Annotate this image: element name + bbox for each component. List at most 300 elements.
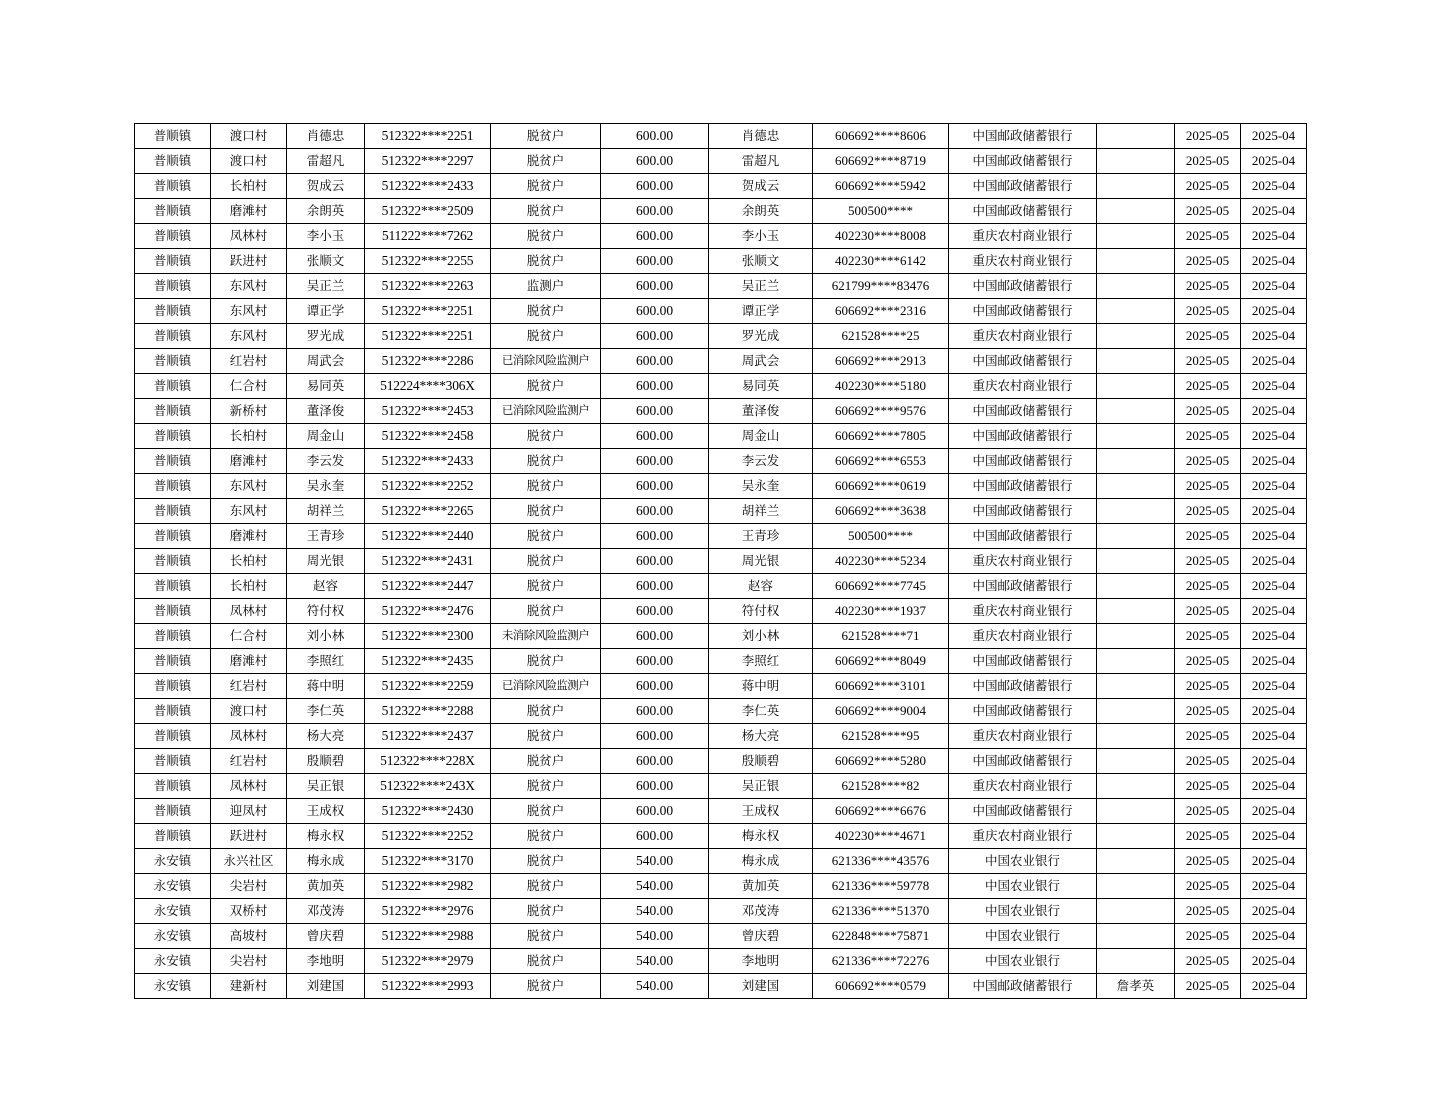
cell-name: 胡祥兰: [287, 499, 365, 524]
cell-belong-month: 2025-04: [1241, 824, 1307, 849]
cell-amount: 540.00: [601, 924, 709, 949]
cell-town: 普顺镇: [135, 674, 211, 699]
cell-household-type: 监测户: [491, 274, 601, 299]
cell-bank-name: 中国邮政储蓄银行: [949, 524, 1097, 549]
cell-payee: 肖德忠: [709, 124, 813, 149]
cell-payee: 吴正银: [709, 774, 813, 799]
cell-bank-name: 中国邮政储蓄银行: [949, 299, 1097, 324]
cell-village: 长柏村: [211, 174, 287, 199]
cell-pay-month: 2025-05: [1175, 424, 1241, 449]
cell-payee: 周金山: [709, 424, 813, 449]
cell-name: 肖德忠: [287, 124, 365, 149]
cell-amount: 600.00: [601, 724, 709, 749]
cell-bank-name: 中国邮政储蓄银行: [949, 274, 1097, 299]
cell-payee: 余朗英: [709, 199, 813, 224]
cell-pay-month: 2025-05: [1175, 299, 1241, 324]
cell-bank-account: 402230****5180: [813, 374, 949, 399]
cell-town: 普顺镇: [135, 774, 211, 799]
cell-pay-month: 2025-05: [1175, 649, 1241, 674]
cell-pay-month: 2025-05: [1175, 449, 1241, 474]
cell-bank-account: 402230****1937: [813, 599, 949, 624]
cell-name: 周光银: [287, 549, 365, 574]
cell-village: 渡口村: [211, 124, 287, 149]
cell-bank-account: 621799****83476: [813, 274, 949, 299]
cell-household-type: 脱贫户: [491, 824, 601, 849]
cell-pay-month: 2025-05: [1175, 349, 1241, 374]
cell-amount: 600.00: [601, 774, 709, 799]
cell-name: 周武会: [287, 349, 365, 374]
cell-village: 长柏村: [211, 424, 287, 449]
cell-name: 曾庆碧: [287, 924, 365, 949]
cell-bank-name: 重庆农村商业银行: [949, 374, 1097, 399]
cell-id-number: 512322****2431: [365, 549, 491, 574]
table-row: [135, 374, 1307, 399]
cell-bank-account: 606692****8049: [813, 649, 949, 674]
cell-household-type: 脱贫户: [491, 299, 601, 324]
cell-bank-account: 606692****2913: [813, 349, 949, 374]
cell-village: 凤林村: [211, 599, 287, 624]
cell-bank-account: 606692****8606: [813, 124, 949, 149]
cell-agent: [1097, 149, 1175, 174]
table-row: [135, 324, 1307, 349]
cell-town: 普顺镇: [135, 474, 211, 499]
cell-amount: 600.00: [601, 299, 709, 324]
cell-bank-name: 中国邮政储蓄银行: [949, 174, 1097, 199]
cell-village: 东风村: [211, 474, 287, 499]
cell-bank-name: 中国邮政储蓄银行: [949, 424, 1097, 449]
cell-bank-name: 中国邮政储蓄银行: [949, 574, 1097, 599]
cell-payee: 赵容: [709, 574, 813, 599]
cell-belong-month: 2025-04: [1241, 949, 1307, 974]
cell-agent: [1097, 649, 1175, 674]
cell-pay-month: 2025-05: [1175, 924, 1241, 949]
cell-belong-month: 2025-04: [1241, 799, 1307, 824]
cell-agent: [1097, 624, 1175, 649]
cell-town: 普顺镇: [135, 799, 211, 824]
cell-bank-account: 402230****5234: [813, 549, 949, 574]
cell-bank-account: 500500****: [813, 199, 949, 224]
cell-name: 王青珍: [287, 524, 365, 549]
cell-belong-month: 2025-04: [1241, 699, 1307, 724]
table-row: [135, 149, 1307, 174]
cell-amount: 600.00: [601, 349, 709, 374]
cell-payee: 刘小林: [709, 624, 813, 649]
cell-village: 红岩村: [211, 749, 287, 774]
cell-agent: [1097, 499, 1175, 524]
cell-belong-month: 2025-04: [1241, 199, 1307, 224]
cell-town: 普顺镇: [135, 524, 211, 549]
cell-id-number: 512322****2440: [365, 524, 491, 549]
cell-amount: 600.00: [601, 649, 709, 674]
cell-name: 黄加英: [287, 874, 365, 899]
table-row: [135, 724, 1307, 749]
cell-town: 普顺镇: [135, 149, 211, 174]
cell-pay-month: 2025-05: [1175, 824, 1241, 849]
cell-household-type: 脱贫户: [491, 324, 601, 349]
cell-name: 蒋中明: [287, 674, 365, 699]
cell-agent: [1097, 874, 1175, 899]
cell-pay-month: 2025-05: [1175, 574, 1241, 599]
cell-amount: 600.00: [601, 474, 709, 499]
cell-agent: [1097, 424, 1175, 449]
cell-agent: [1097, 774, 1175, 799]
cell-town: 普顺镇: [135, 324, 211, 349]
cell-amount: 600.00: [601, 624, 709, 649]
cell-payee: 黄加英: [709, 874, 813, 899]
cell-pay-month: 2025-05: [1175, 399, 1241, 424]
cell-payee: 贺成云: [709, 174, 813, 199]
cell-belong-month: 2025-04: [1241, 549, 1307, 574]
cell-town: 普顺镇: [135, 299, 211, 324]
cell-id-number: 512322****2252: [365, 824, 491, 849]
cell-payee: 梅永权: [709, 824, 813, 849]
table-row: [135, 349, 1307, 374]
cell-id-number: 512322****2982: [365, 874, 491, 899]
cell-amount: 600.00: [601, 699, 709, 724]
cell-pay-month: 2025-05: [1175, 499, 1241, 524]
cell-town: 普顺镇: [135, 174, 211, 199]
cell-amount: 600.00: [601, 799, 709, 824]
cell-amount: 600.00: [601, 499, 709, 524]
cell-pay-month: 2025-05: [1175, 874, 1241, 899]
cell-payee: 殷顺碧: [709, 749, 813, 774]
table-row: [135, 474, 1307, 499]
cell-pay-month: 2025-05: [1175, 524, 1241, 549]
cell-id-number: 512322****2297: [365, 149, 491, 174]
cell-amount: 600.00: [601, 524, 709, 549]
cell-pay-month: 2025-05: [1175, 174, 1241, 199]
cell-id-number: 512322****2255: [365, 249, 491, 274]
table-row: [135, 574, 1307, 599]
cell-belong-month: 2025-04: [1241, 349, 1307, 374]
cell-bank-account: 606692****3101: [813, 674, 949, 699]
table-row: [135, 499, 1307, 524]
cell-name: 李云发: [287, 449, 365, 474]
cell-belong-month: 2025-04: [1241, 399, 1307, 424]
cell-agent: [1097, 849, 1175, 874]
cell-household-type: 脱贫户: [491, 549, 601, 574]
cell-household-type: 脱贫户: [491, 849, 601, 874]
cell-payee: 刘建国: [709, 974, 813, 999]
cell-id-number: 512322****3170: [365, 849, 491, 874]
cell-bank-account: 606692****8719: [813, 149, 949, 174]
cell-id-number: 512322****2263: [365, 274, 491, 299]
cell-town: 普顺镇: [135, 124, 211, 149]
cell-bank-name: 中国农业银行: [949, 924, 1097, 949]
cell-household-type: 脱贫户: [491, 699, 601, 724]
cell-bank-account: 621528****71: [813, 624, 949, 649]
cell-amount: 600.00: [601, 449, 709, 474]
cell-payee: 符付权: [709, 599, 813, 624]
cell-bank-account: 606692****0619: [813, 474, 949, 499]
table-row: [135, 124, 1307, 149]
table-row: [135, 774, 1307, 799]
cell-pay-month: 2025-05: [1175, 374, 1241, 399]
cell-bank-name: 中国邮政储蓄银行: [949, 399, 1097, 424]
cell-name: 吴正银: [287, 774, 365, 799]
cell-agent: 詹孝英: [1097, 974, 1175, 999]
cell-id-number: 512322****228X: [365, 749, 491, 774]
cell-id-number: 512322****2979: [365, 949, 491, 974]
cell-town: 永安镇: [135, 974, 211, 999]
cell-id-number: 512322****2509: [365, 199, 491, 224]
cell-bank-name: 中国邮政储蓄银行: [949, 199, 1097, 224]
cell-id-number: 512322****2976: [365, 899, 491, 924]
cell-bank-account: 606692****3638: [813, 499, 949, 524]
cell-agent: [1097, 574, 1175, 599]
cell-household-type: 已消除风险监测户: [491, 349, 601, 374]
cell-bank-name: 中国农业银行: [949, 899, 1097, 924]
cell-town: 普顺镇: [135, 599, 211, 624]
cell-payee: 吴永奎: [709, 474, 813, 499]
cell-agent: [1097, 724, 1175, 749]
cell-id-number: 512322****2252: [365, 474, 491, 499]
cell-agent: [1097, 199, 1175, 224]
cell-name: 周金山: [287, 424, 365, 449]
cell-agent: [1097, 674, 1175, 699]
cell-payee: 李地明: [709, 949, 813, 974]
cell-amount: 600.00: [601, 549, 709, 574]
cell-pay-month: 2025-05: [1175, 849, 1241, 874]
cell-name: 易同英: [287, 374, 365, 399]
cell-belong-month: 2025-04: [1241, 499, 1307, 524]
cell-payee: 曾庆碧: [709, 924, 813, 949]
cell-bank-account: 402230****8008: [813, 224, 949, 249]
cell-payee: 邓茂涛: [709, 899, 813, 924]
table-row: [135, 949, 1307, 974]
cell-belong-month: 2025-04: [1241, 649, 1307, 674]
cell-agent: [1097, 349, 1175, 374]
table-row: [135, 899, 1307, 924]
cell-belong-month: 2025-04: [1241, 124, 1307, 149]
cell-payee: 雷超凡: [709, 149, 813, 174]
cell-name: 符付权: [287, 599, 365, 624]
cell-pay-month: 2025-05: [1175, 224, 1241, 249]
cell-bank-account: 402230****6142: [813, 249, 949, 274]
table-body: [135, 124, 1307, 999]
cell-belong-month: 2025-04: [1241, 674, 1307, 699]
table-row: [135, 849, 1307, 874]
cell-name: 谭正学: [287, 299, 365, 324]
cell-agent: [1097, 549, 1175, 574]
cell-agent: [1097, 299, 1175, 324]
cell-belong-month: 2025-04: [1241, 774, 1307, 799]
cell-town: 永安镇: [135, 899, 211, 924]
cell-id-number: 512322****2286: [365, 349, 491, 374]
cell-bank-account: 606692****6553: [813, 449, 949, 474]
cell-household-type: 脱贫户: [491, 874, 601, 899]
cell-bank-account: 622848****75871: [813, 924, 949, 949]
cell-town: 普顺镇: [135, 349, 211, 374]
cell-agent: [1097, 949, 1175, 974]
cell-payee: 梅永成: [709, 849, 813, 874]
cell-amount: 600.00: [601, 324, 709, 349]
cell-id-number: 512322****2265: [365, 499, 491, 524]
cell-id-number: 512322****2300: [365, 624, 491, 649]
cell-name: 张顺文: [287, 249, 365, 274]
cell-agent: [1097, 224, 1175, 249]
cell-payee: 蒋中明: [709, 674, 813, 699]
cell-agent: [1097, 474, 1175, 499]
table-row: [135, 524, 1307, 549]
cell-name: 雷超凡: [287, 149, 365, 174]
cell-village: 磨滩村: [211, 649, 287, 674]
cell-belong-month: 2025-04: [1241, 899, 1307, 924]
cell-payee: 周武会: [709, 349, 813, 374]
table-row: [135, 399, 1307, 424]
cell-amount: 600.00: [601, 599, 709, 624]
cell-pay-month: 2025-05: [1175, 799, 1241, 824]
cell-pay-month: 2025-05: [1175, 274, 1241, 299]
cell-agent: [1097, 399, 1175, 424]
cell-town: 普顺镇: [135, 699, 211, 724]
cell-id-number: 512322****2259: [365, 674, 491, 699]
cell-pay-month: 2025-05: [1175, 774, 1241, 799]
cell-bank-account: 606692****5942: [813, 174, 949, 199]
cell-household-type: 脱贫户: [491, 524, 601, 549]
cell-id-number: 512322****2435: [365, 649, 491, 674]
table-row: [135, 249, 1307, 274]
cell-belong-month: 2025-04: [1241, 449, 1307, 474]
cell-name: 贺成云: [287, 174, 365, 199]
cell-household-type: 脱贫户: [491, 774, 601, 799]
cell-household-type: 已消除风险监测户: [491, 674, 601, 699]
cell-amount: 600.00: [601, 399, 709, 424]
cell-bank-name: 中国邮政储蓄银行: [949, 349, 1097, 374]
cell-household-type: 脱贫户: [491, 749, 601, 774]
cell-name: 余朗英: [287, 199, 365, 224]
cell-bank-name: 重庆农村商业银行: [949, 249, 1097, 274]
cell-bank-name: 重庆农村商业银行: [949, 724, 1097, 749]
table-row: [135, 224, 1307, 249]
cell-village: 凤林村: [211, 774, 287, 799]
cell-belong-month: 2025-04: [1241, 424, 1307, 449]
cell-town: 普顺镇: [135, 249, 211, 274]
cell-agent: [1097, 824, 1175, 849]
cell-town: 永安镇: [135, 874, 211, 899]
cell-bank-name: 中国邮政储蓄银行: [949, 449, 1097, 474]
cell-bank-account: 606692****9004: [813, 699, 949, 724]
cell-amount: 600.00: [601, 274, 709, 299]
table-row: [135, 924, 1307, 949]
cell-pay-month: 2025-05: [1175, 624, 1241, 649]
cell-bank-name: 中国农业银行: [949, 874, 1097, 899]
cell-bank-account: 621336****72276: [813, 949, 949, 974]
cell-village: 东风村: [211, 274, 287, 299]
cell-id-number: 512224****306X: [365, 374, 491, 399]
cell-pay-month: 2025-05: [1175, 674, 1241, 699]
cell-payee: 张顺文: [709, 249, 813, 274]
cell-bank-name: 中国邮政储蓄银行: [949, 474, 1097, 499]
cell-id-number: 512322****2993: [365, 974, 491, 999]
cell-belong-month: 2025-04: [1241, 724, 1307, 749]
cell-village: 迎凤村: [211, 799, 287, 824]
cell-household-type: 已消除风险监测户: [491, 399, 601, 424]
cell-bank-account: 606692****0579: [813, 974, 949, 999]
cell-household-type: 未消除风险监测户: [491, 624, 601, 649]
cell-id-number: 512322****2251: [365, 324, 491, 349]
cell-pay-month: 2025-05: [1175, 249, 1241, 274]
cell-belong-month: 2025-04: [1241, 624, 1307, 649]
cell-agent: [1097, 899, 1175, 924]
table-row: [135, 649, 1307, 674]
cell-household-type: 脱贫户: [491, 224, 601, 249]
cell-name: 殷顺碧: [287, 749, 365, 774]
cell-belong-month: 2025-04: [1241, 274, 1307, 299]
table-row: [135, 674, 1307, 699]
cell-bank-name: 重庆农村商业银行: [949, 324, 1097, 349]
cell-village: 长柏村: [211, 574, 287, 599]
cell-bank-name: 重庆农村商业银行: [949, 774, 1097, 799]
cell-belong-month: 2025-04: [1241, 574, 1307, 599]
cell-belong-month: 2025-04: [1241, 474, 1307, 499]
cell-name: 梅永权: [287, 824, 365, 849]
cell-town: 普顺镇: [135, 649, 211, 674]
cell-payee: 吴正兰: [709, 274, 813, 299]
cell-town: 永安镇: [135, 924, 211, 949]
cell-id-number: 512322****2430: [365, 799, 491, 824]
cell-agent: [1097, 799, 1175, 824]
cell-pay-month: 2025-05: [1175, 324, 1241, 349]
cell-pay-month: 2025-05: [1175, 974, 1241, 999]
cell-belong-month: 2025-04: [1241, 299, 1307, 324]
cell-village: 跃进村: [211, 249, 287, 274]
table-row: [135, 199, 1307, 224]
cell-household-type: 脱贫户: [491, 249, 601, 274]
cell-amount: 600.00: [601, 149, 709, 174]
cell-id-number: 512322****2251: [365, 124, 491, 149]
cell-bank-account: 621336****51370: [813, 899, 949, 924]
cell-id-number: 512322****2458: [365, 424, 491, 449]
cell-village: 磨滩村: [211, 524, 287, 549]
cell-bank-account: 606692****5280: [813, 749, 949, 774]
cell-bank-name: 中国邮政储蓄银行: [949, 149, 1097, 174]
cell-pay-month: 2025-05: [1175, 724, 1241, 749]
cell-agent: [1097, 124, 1175, 149]
table-row: [135, 624, 1307, 649]
table-row: [135, 799, 1307, 824]
cell-town: 普顺镇: [135, 749, 211, 774]
cell-belong-month: 2025-04: [1241, 174, 1307, 199]
cell-town: 普顺镇: [135, 499, 211, 524]
cell-bank-name: 中国农业银行: [949, 849, 1097, 874]
cell-village: 尖岩村: [211, 949, 287, 974]
cell-name: 李地明: [287, 949, 365, 974]
cell-payee: 易同英: [709, 374, 813, 399]
table-row: [135, 299, 1307, 324]
cell-town: 普顺镇: [135, 624, 211, 649]
cell-village: 东风村: [211, 499, 287, 524]
cell-bank-name: 重庆农村商业银行: [949, 549, 1097, 574]
cell-name: 梅永成: [287, 849, 365, 874]
cell-household-type: 脱贫户: [491, 974, 601, 999]
cell-village: 尖岩村: [211, 874, 287, 899]
cell-amount: 600.00: [601, 424, 709, 449]
table-row: [135, 274, 1307, 299]
cell-id-number: 511222****7262: [365, 224, 491, 249]
cell-amount: 600.00: [601, 824, 709, 849]
table-row: [135, 599, 1307, 624]
cell-agent: [1097, 324, 1175, 349]
cell-bank-account: 606692****2316: [813, 299, 949, 324]
cell-bank-name: 中国邮政储蓄银行: [949, 699, 1097, 724]
cell-id-number: 512322****243X: [365, 774, 491, 799]
cell-belong-month: 2025-04: [1241, 849, 1307, 874]
cell-village: 渡口村: [211, 149, 287, 174]
cell-belong-month: 2025-04: [1241, 974, 1307, 999]
cell-amount: 600.00: [601, 124, 709, 149]
cell-agent: [1097, 599, 1175, 624]
